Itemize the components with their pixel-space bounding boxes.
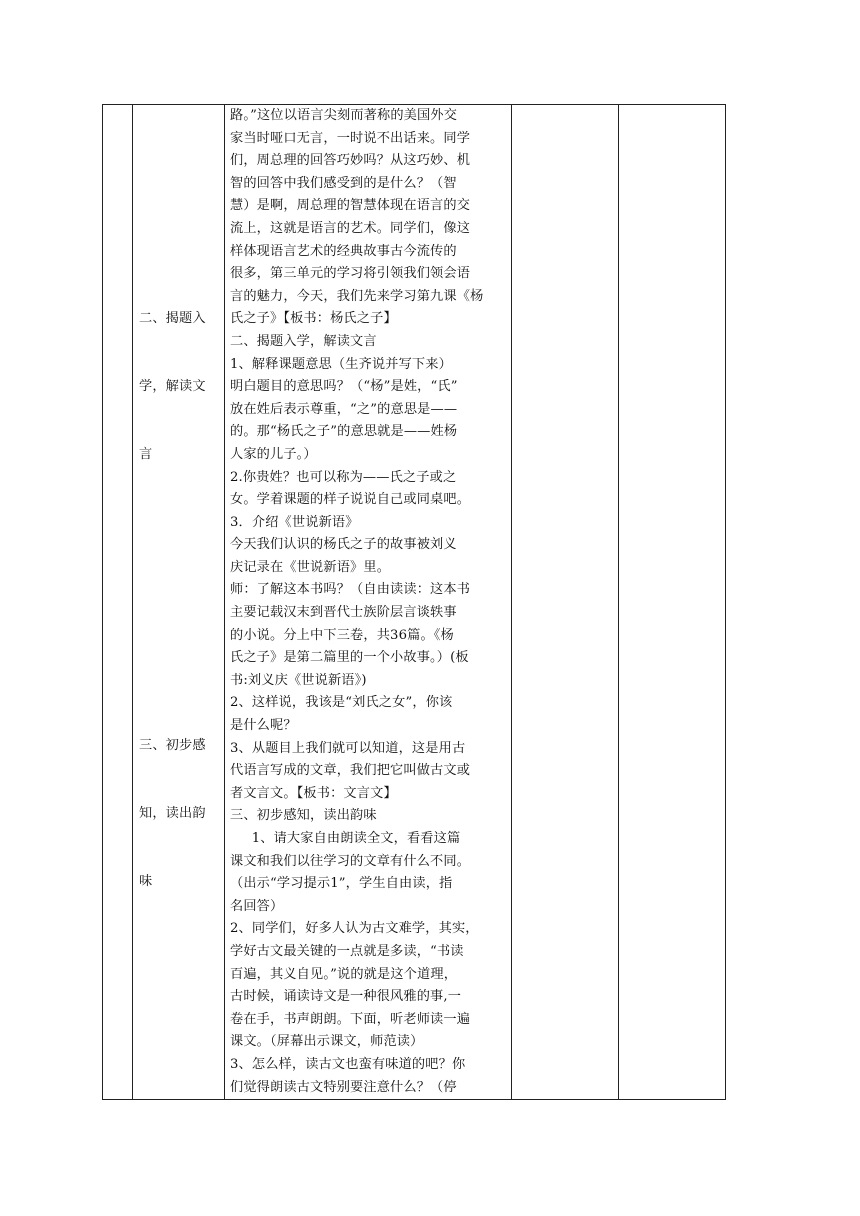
- stage-cell: [133, 105, 225, 1100]
- content-line: 放在姓后表示尊重，“之”的意思是——: [230, 401, 458, 417]
- content-line: 1、请大家自由朗读全文，看看这篇: [230, 831, 461, 846]
- content-line: 言的魅力，今天，我们先来学习第九课《杨: [230, 288, 484, 304]
- content-line: 是什么呢？: [230, 718, 297, 734]
- content-line: 百遍，其义自见。”说的就是这个道理，: [230, 966, 458, 982]
- content-line: 们觉得朗读古文特别要注意什么？（停: [230, 1079, 457, 1095]
- stage-line: 学，解读文: [139, 378, 206, 394]
- content-line: 今天我们认识的杨氏之子的故事被刘义: [230, 537, 457, 553]
- content-line: 慧）是啊，周总理的智慧体现在语言的交: [230, 198, 471, 214]
- stage-line: 二、揭题入: [139, 311, 206, 327]
- content-line: 流上，这就是语言的艺术。同学们，像这: [230, 220, 471, 236]
- content-line: 课文。（屏幕出示课文，师范读）: [230, 1034, 424, 1050]
- table-row: [103, 105, 726, 1100]
- content-line: 二、揭题入学，解读文言: [230, 333, 377, 349]
- content-line: 氏之子》是第二篇里的一个小故事。）(板: [230, 650, 469, 666]
- content-line: 2、同学们，好多人认为古文难学，其实，: [230, 921, 479, 937]
- empty-cell-a: [512, 105, 619, 1100]
- stage-line: 味: [139, 873, 153, 889]
- content-line: 氏之子》【板书：杨氏之子】: [230, 311, 397, 327]
- content-line: 明白题目的意思吗？（“杨”是姓，“氏”: [230, 379, 458, 395]
- content-line: 人家的儿子。）: [230, 446, 317, 462]
- content-line: 智的回答中我们感受到的是什么？（智: [230, 175, 457, 191]
- content-line: 庆记录在《世说新语》里。: [230, 559, 391, 575]
- content-line: 2、这样说，我该是“刘氏之女”，你该: [230, 695, 453, 711]
- content-line: 师：了解这本书吗？（自由读读：这本书: [230, 582, 471, 598]
- content-text: [230, 105, 507, 1099]
- lesson-plan-table: [102, 104, 726, 1100]
- content-line: 们，周总理的回答巧妙吗？从这巧妙、机: [230, 153, 471, 169]
- content-line: 书:刘义庆《世说新语》): [230, 672, 367, 688]
- content-line: 样体现语言艺术的经典故事古今流传的: [230, 243, 457, 259]
- content-line: 主要记载汉末到晋代士族阶层言谈轶事: [230, 605, 457, 621]
- content-line: 代语言写成的文章，我们把它叫做古文或: [230, 763, 471, 779]
- stage-line: 言: [139, 446, 153, 462]
- content-line: 的小说。分上中下三卷，共36篇。《杨: [230, 627, 454, 643]
- content-line: 卷在手，书声朗朗。下面，听老师读一遍: [230, 1011, 471, 1027]
- content-line: 女。学着课题的样子说说自己或同桌吧。: [230, 492, 471, 508]
- content-line: 路。”这位以语言尖刻而著称的美国外交: [230, 108, 458, 123]
- content-line: 三、初步感知，读出韵味: [230, 808, 377, 824]
- content-line: 名回答）: [230, 898, 284, 914]
- content-line: 学好古文最关键的一点就是多读，“书读: [230, 943, 464, 959]
- content-line: 者文言文。【板书：文言文】: [230, 785, 397, 801]
- content-line: 古时候，诵读诗文是一种很风雅的事,一: [230, 989, 462, 1005]
- stage-line: 三、初步感: [139, 738, 206, 754]
- stage-line: 知，读出韵: [139, 805, 206, 821]
- index-cell: [103, 105, 133, 1100]
- content-line: 3、怎么样，读古文也蛮有味道的吧？你: [230, 1056, 466, 1072]
- content-cell: [225, 105, 512, 1100]
- empty-cell-b: [619, 105, 726, 1100]
- stage-label-perception: [139, 690, 219, 939]
- content-line: （出示“学习提示1”，学生自由读，指: [230, 876, 453, 892]
- content-line: 的。那“杨氏之子”的意思就是——姓杨: [230, 424, 458, 440]
- content-line: 1、解释课题意思（生齐说并写下来）: [230, 356, 452, 372]
- content-line: 家当时哑口无言，一时说不出话来。同学: [230, 130, 471, 146]
- content-line: 3、从题目上我们就可以知道，这是用古: [230, 740, 466, 756]
- content-line: 课文和我们以往学习的文章有什么不同。: [230, 853, 471, 869]
- content-line: 很多，第三单元的学习将引领我们领会语: [230, 266, 471, 282]
- stage-label-intro: [139, 263, 219, 512]
- content-line: 3．介绍《世说新语》: [230, 514, 359, 530]
- content-line: 2.你贵姓？也可以称为——氏之子或之: [230, 469, 457, 485]
